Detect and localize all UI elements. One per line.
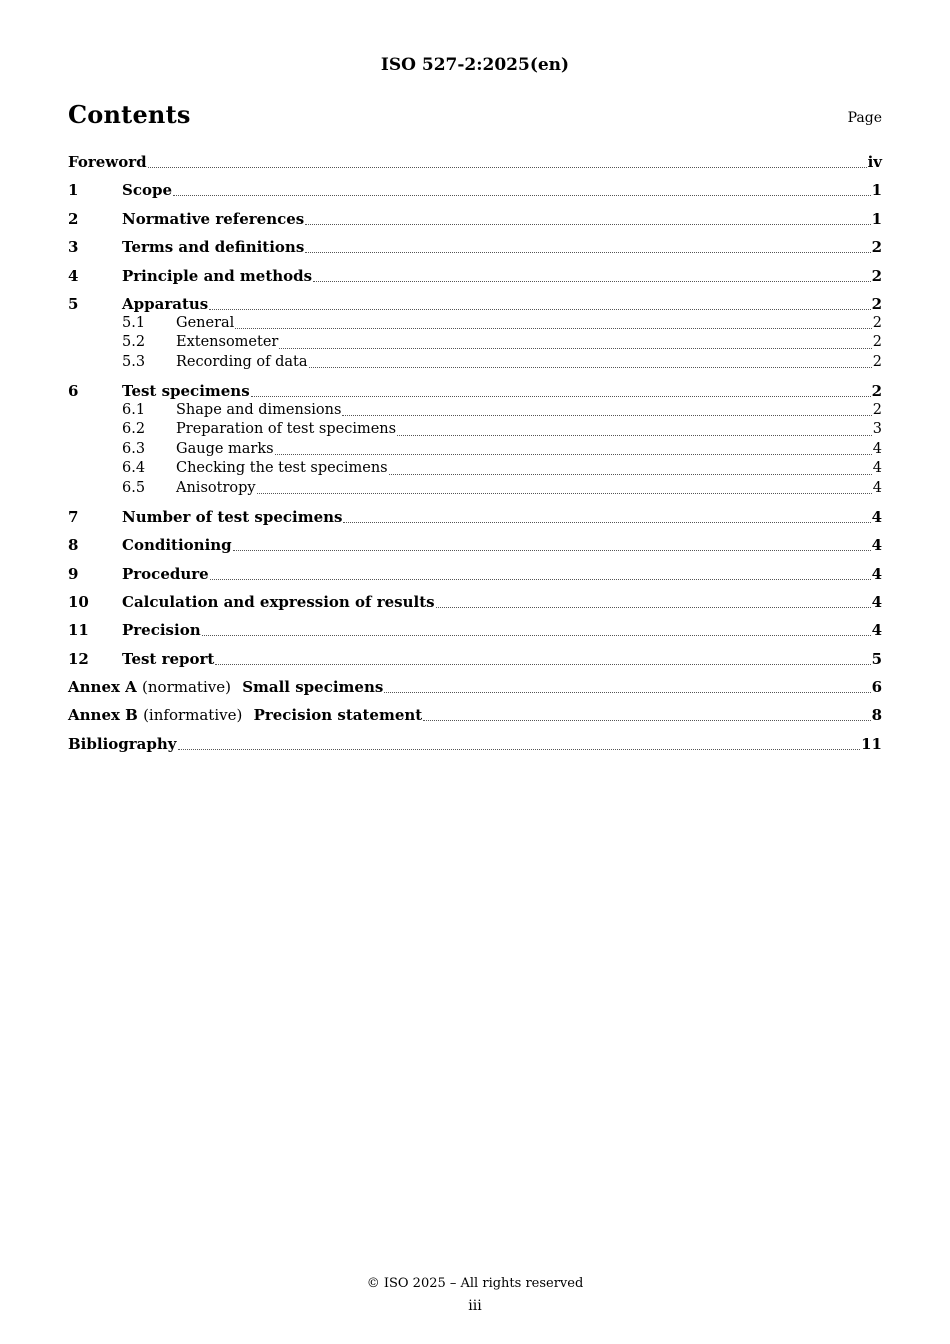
toc-entry-bibliography[interactable]	[68, 735, 882, 754]
toc-title: Anisotropy	[176, 479, 256, 496]
toc-entry-preparation[interactable]	[68, 420, 882, 440]
dot-leader	[173, 194, 871, 196]
dot-leader	[343, 521, 870, 523]
dot-leader	[235, 327, 871, 329]
toc-title: Principle and methods	[122, 266, 313, 285]
toc-title	[68, 678, 383, 697]
toc-entry-scope[interactable]	[68, 181, 882, 200]
toc-page: 11	[861, 734, 882, 753]
toc-title: Foreword	[68, 153, 147, 171]
toc-entry-test-report[interactable]	[68, 650, 882, 669]
contents-heading: Contents	[68, 100, 191, 129]
toc-entry-annex-b[interactable]	[68, 706, 882, 725]
toc-number: 11	[68, 621, 89, 640]
dot-leader	[210, 578, 871, 580]
toc-page: 4	[872, 460, 882, 477]
dot-leader	[209, 308, 870, 310]
dot-leader	[202, 634, 871, 636]
toc-number: 9	[68, 564, 79, 583]
toc-number: 12	[68, 649, 89, 668]
toc-entry-terms-definitions[interactable]	[68, 238, 882, 257]
toc-entry-gauge-marks[interactable]	[68, 440, 882, 460]
annex-type: (normative)	[142, 678, 231, 697]
document-id: ISO 527-2:2025(en)	[380, 55, 570, 75]
annex-label: Annex A	[68, 678, 137, 697]
toc-title: Calculation and expression of results	[122, 592, 435, 611]
toc-page: 8	[871, 706, 882, 725]
toc-entry-general[interactable]	[68, 314, 882, 334]
toc-title: Conditioning	[122, 536, 232, 555]
toc-entry-test-specimens[interactable]	[68, 382, 882, 401]
page-number: iii	[468, 1298, 482, 1314]
toc-entry-apparatus[interactable]	[68, 295, 882, 314]
toc-page: 1	[871, 181, 882, 200]
toc-page: 6	[871, 678, 882, 697]
toc-title: Bibliography	[68, 734, 177, 753]
toc-page: 1	[871, 209, 882, 228]
toc-title: Precision	[122, 621, 201, 640]
toc-entry-extensometer[interactable]	[68, 333, 882, 353]
toc-number: 5.1	[122, 314, 146, 331]
toc-number: 6.5	[122, 479, 146, 496]
toc-page: 2	[871, 266, 882, 285]
toc-title: Test report	[122, 649, 215, 668]
toc-entry-principle-methods[interactable]	[68, 267, 882, 286]
toc-title: Test specimens	[122, 381, 250, 400]
toc-title: General	[176, 314, 235, 331]
toc-title: Terms and definitions	[122, 238, 305, 257]
toc-page: iv	[867, 153, 882, 171]
dot-leader	[233, 549, 871, 551]
toc-page: 2	[871, 381, 882, 400]
dot-leader	[384, 691, 870, 693]
toc-title: Extensometer	[176, 334, 279, 351]
toc-number: 3	[68, 238, 79, 257]
toc-page: 2	[872, 314, 882, 331]
dot-leader	[397, 434, 872, 436]
toc-page: 5	[871, 649, 882, 668]
dot-leader	[309, 366, 872, 368]
dot-leader	[257, 492, 872, 494]
toc-title: Gauge marks	[176, 440, 274, 457]
dot-leader	[305, 223, 870, 225]
toc-page: 4	[871, 621, 882, 640]
toc-title: Preparation of test specimens	[176, 421, 397, 438]
dot-leader	[148, 166, 867, 168]
toc-page: 4	[871, 564, 882, 583]
toc-number: 7	[68, 507, 79, 526]
page-column-label: Page	[847, 110, 882, 126]
toc-page: 2	[872, 401, 882, 418]
dot-leader	[251, 395, 871, 397]
toc-page: 2	[871, 238, 882, 257]
toc-number: 10	[68, 592, 89, 611]
toc-number: 1	[68, 181, 79, 200]
toc-title: Scope	[122, 181, 173, 200]
toc-entry-shape-dimensions[interactable]	[68, 401, 882, 421]
toc-number: 6.3	[122, 440, 146, 457]
dot-leader	[279, 347, 871, 349]
toc-number: 6.4	[122, 460, 146, 477]
toc-page: 4	[871, 536, 882, 555]
table-of-contents	[68, 153, 882, 763]
dot-leader	[215, 663, 870, 665]
toc-entry-number-specimens[interactable]	[68, 508, 882, 527]
annex-label: Annex B	[68, 706, 138, 725]
toc-number: 4	[68, 266, 79, 285]
toc-number: 8	[68, 536, 79, 555]
toc-entry-conditioning[interactable]	[68, 536, 882, 555]
copyright-notice: © ISO 2025 – All rights reserved	[366, 1276, 584, 1291]
toc-entry-anisotropy[interactable]	[68, 479, 882, 499]
annex-title: Small specimens	[242, 678, 384, 697]
toc-title: Recording of data	[176, 353, 308, 370]
toc-page: 4	[872, 479, 882, 496]
toc-entry-normative-references[interactable]	[68, 210, 882, 229]
toc-title: Normative references	[122, 209, 305, 228]
toc-number: 5.2	[122, 334, 146, 351]
toc-page: 4	[871, 592, 882, 611]
toc-number: 5.3	[122, 353, 146, 370]
toc-title: Shape and dimensions	[176, 401, 342, 418]
annex-type: (informative)	[143, 706, 243, 725]
toc-entry-calculation[interactable]	[68, 593, 882, 612]
dot-leader	[423, 719, 870, 721]
toc-title: Apparatus	[122, 294, 209, 313]
toc-title: Number of test specimens	[122, 507, 343, 526]
toc-page: 4	[871, 507, 882, 526]
toc-number: 6.2	[122, 421, 146, 438]
toc-number: 6.1	[122, 401, 146, 418]
toc-title: Procedure	[122, 564, 209, 583]
toc-entry-annex-a[interactable]	[68, 678, 882, 697]
dot-leader	[305, 251, 870, 253]
toc-title	[68, 706, 422, 725]
dot-leader	[313, 280, 870, 282]
toc-entry-recording-data[interactable]	[68, 353, 882, 373]
toc-entry-procedure[interactable]	[68, 565, 882, 584]
toc-number: 6	[68, 381, 79, 400]
toc-page: 2	[872, 334, 882, 351]
toc-entry-precision[interactable]	[68, 621, 882, 640]
dot-leader	[389, 473, 872, 475]
toc-page: 3	[872, 421, 882, 438]
toc-page: 4	[872, 440, 882, 457]
toc-title: Checking the test specimens	[176, 460, 388, 477]
dot-leader	[178, 748, 861, 750]
dot-leader	[275, 453, 872, 455]
toc-entry-foreword[interactable]	[68, 153, 882, 172]
toc-entry-checking[interactable]	[68, 459, 882, 479]
annex-title: Precision statement	[253, 706, 423, 725]
toc-number: 5	[68, 294, 79, 313]
toc-page: 2	[872, 353, 882, 370]
toc-number: 2	[68, 209, 79, 228]
toc-page: 2	[871, 294, 882, 313]
dot-leader	[436, 606, 871, 608]
dot-leader	[342, 414, 871, 416]
